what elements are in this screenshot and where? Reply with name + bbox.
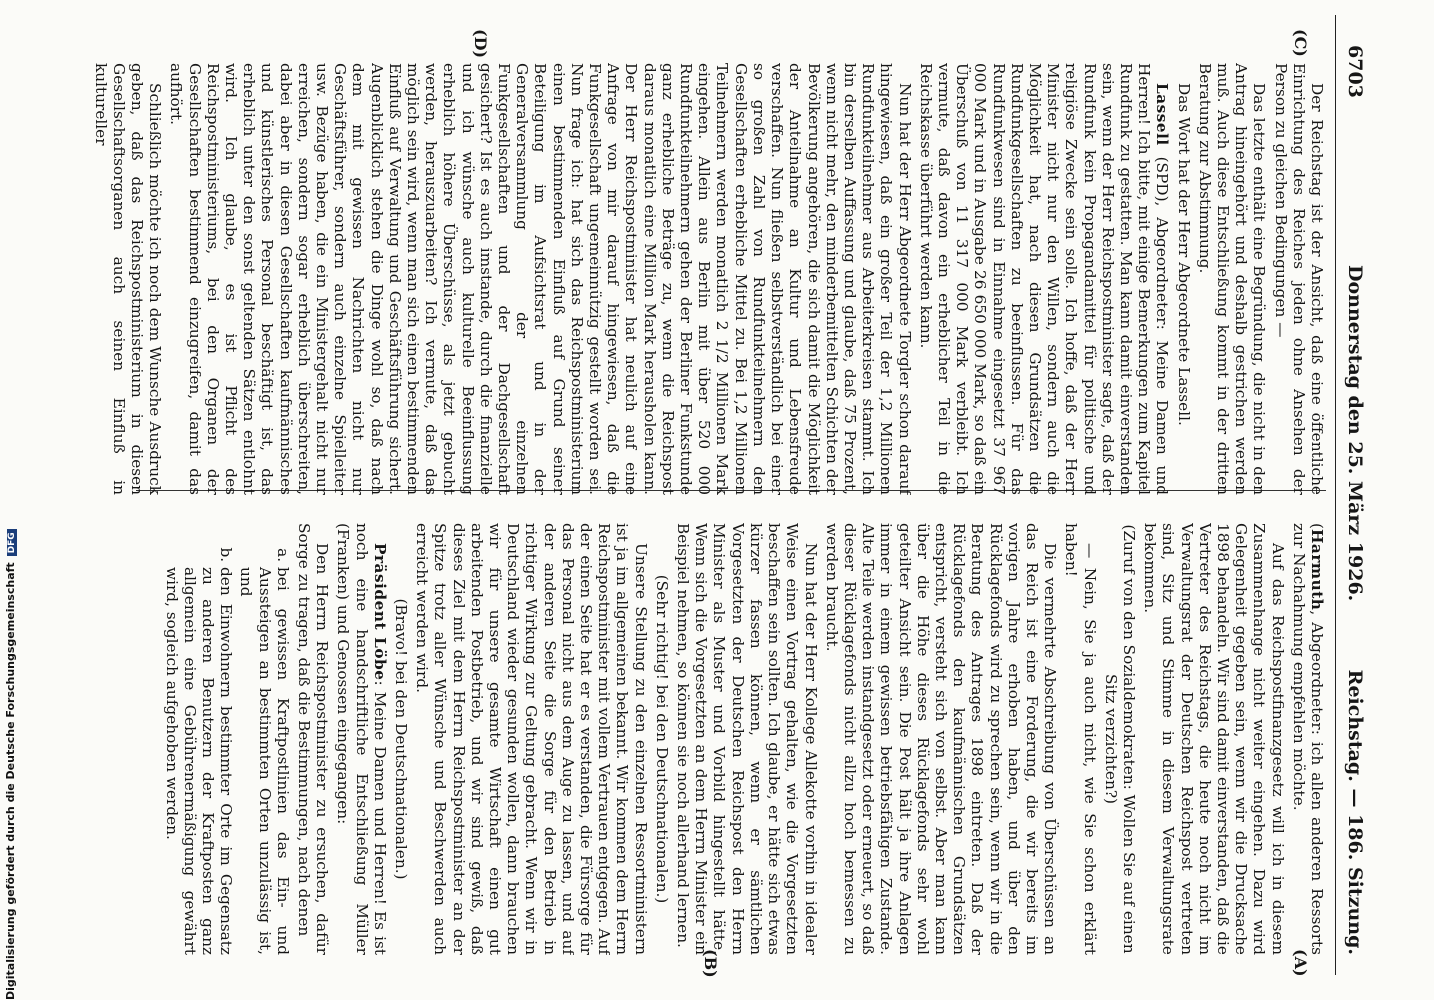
margin-mark-c: (C) [1291,29,1310,57]
text-column-left [46,63,1326,495]
paragraph [334,523,389,955]
speech-text: (SPD), Abgeordneter: Meine Damen und Herren! Ich bitte, mit einige Bemerkungen zum Kapitel Rundfunk zu gestatten. Man kann damit einverstanden sein, wenn der Herr Reichspostminister sagte, daß der Rundfunk kein Propagandamittel für politische und religiöse Zwecke sein solle. Ich hoffe, daß der Herr Minister nicht nur den Willen, sondern auch die Möglichkeit hat, nach diesen Grundsätzen die Rundfunkgesellschaften zu beeinflussen. Für das Rundfunkwesen sind in Einnahme eingesetzt 37 967 000 Mark und in Ausgabe 26 650 000 Mark, so daß ein Überschuß von 11 317 000 Mark verbleibt. Ich vermute, daß davon ein erheblicher Teil in die Reichskasse überführt werden kann. [916,63,1172,495]
paragraph: — Nein, Sie ja auch nicht, wie Sie schon erklärt haben! [1062,523,1099,955]
paragraph: Den Herrn Reichspostminister zu ersuchen, dafür Sorge zu tragen, daß die Bestimmungen, nach denen [295,523,332,955]
interjection: (Bravo! bei den Deutschnationalen.) [392,598,411,880]
speaker-name: Lassell [1153,83,1172,146]
paragraph: Der Reichstag ist der Ansicht, daß eine öffentliche Einrichtung des Reiches jeden ohne Ansehen der Person zu gleichen Bedingungen — [1271,63,1326,495]
interjection: (Zuruf von den Sozialdemokraten: Wollen Sie auf einen Sitz verzichten?) [1101,524,1138,954]
paragraph: Nun hat der Herr Abgeordnete Torgler schon darauf hingewiesen, daß ein großer Teil der 1,2 Millionen Rundfunkteilnehmer aus Arbeiterkreisen stammt. Ich bin derselben Auffassung und glaube, daß 75 Prozent, wenn nicht mehr, den minderbemittelten Schichten der Bevölkerung angehören, die sich damit die Möglichkeit der Anteilnahme an Kultur und Lebensfreude verschaffen. Nun fließen selbstverständlich bei einer so großen Zahl von Rundfunkteilnehmern den Gesellschaften erhebliche Mittel zu. Bei 1,2 Millionen Teilnehmern werden monatlich 2 1/2 Millionen Mark eingehen. Allein aus Berlin mit über 520 000 Rundfunkteilnehmern gehen der Berliner Funkstunde ganz erhebliche Beträge zu, wenn die Reichspost daraus monatlich eine Million Mark herausholen kann. Der Herr Reichspostminister hat neulich auf eine Anfrage von mir darauf hingewiesen, daß die Funkgesellschaft ungemeinnützig gestellt worden sei. Nun frage ich: hat sich das Reichspostministerium einen bestimmenden Einfluß auf Grund seiner Beteiligung im Aufsichtsrat und in der Generalversammlung der einzelnen Funkgesellschaften und der Dachgesellschaft gesichert? Ist es auch imstande, durch die finanzielle und ich wünsche auch kulturelle Beeinflussung erheblich höhere Überschüsse, als jetzt gebucht werden, herauszuarbeiten? Ich vermute, daß das möglich sein wird, wenn man sich einen bestimmenden Einfluß auf Verwaltung und Geschäftsführung sichert. Augenblicklich stehen die Dinge wohl so, daß nach dem mit gewissen Nachrichten nicht nur Geschäftsführer, sondern auch einzelne Spielleiter usw. Bezüge haben, die ein Ministergehalt nicht nur erreichen, sondern sogar erheblich überschreiten, dabei aber in diesen Gesellschaften kaufmännisches und künstlerisches Personal beschäftigt ist, das erheblich unter den sonst geltenden Sätzen entlohnt wird. Ich glaube, es ist Pflicht des Reichspostministeriums, bei den Organen der Gesellschaften bestimmend einzugreifen, damit das aufhört. [167,63,914,495]
digitization-credit [4,529,17,1000]
interjection: (Sehr richtig! bei den Deutschnationalen.) [652,574,671,904]
paragraph: Unsere Stellung zu den einzelnen Ressortministern ist ja im allgemeinen bekannt. Wir kommen dem Herrn Reichspostminister mit vollem Vertrauen entgegen. Auf der einen Seite hat er es verstanden, die Fürsorge für das Personal nicht aus dem Auge zu lassen, und auf der anderen Seite die Sorge für den Betrieb in richtiger Wirkung zur Geltung gebracht. Wenn wir in Deutschland wieder gesunden wollen, dann brauchen wir für unsere gesamte Wirtschaft einen gut arbeitenden Postbetrieb, und wir sind gewiß, daß dieses Ziel mit dem Herrn Reichspostminister an der Spitze trotz aller Wünsche und Beschwerden auch erreicht werden wird. [413,523,650,955]
text-column-right [46,523,1326,955]
dfg-logo: DFG [7,529,17,556]
header-page-number: 6703 [1344,45,1366,98]
paragraph: Nun hat der Herr Kollege Allekotte vorhin in idealer Weise einen Vortrag gehalten, wie die Vorgesetzten beschaffen sein sollten. Ich glaube, er hätte sich etwas kürzer fassen können, wenn er sämtlichen Vorgesetzten der Deutschen Reichspost den Herrn Minister als Muster und Vorbild hingestellt hätte. Wenn sich die Vorgesetzten an dem Herrn Minister ein Beispiel nehmen, so können sie noch allerhand lernen. [674,523,820,955]
header-date: Donnerstag den 25. März 1926. [1344,265,1366,602]
list-item: a. bei gewissen Kraftpostlinien das Ein- und Aussteigen an bestimmten Orten unzulässig ist, und [237,567,292,955]
margin-mark-b: (B) [701,949,720,978]
speaker-name: Harmuth [1308,528,1326,611]
paragraph: Schließlich möchte ich noch dem Wunsche Ausdruck geben, daß das Reichspostministerium in diesen Gesellschaftsorganen auch seinen Einfluß in kultureller [91,63,165,495]
paragraph: Die vermehrte Abschreibung von Überschüssen an das Reich ist eine Forderung, die wir bereits im vorigen Jahre erhoben haben, und über den Rücklagefonds wird zu sprechen sein, wenn wir in die Beratung des Antrages 1898 eintreten. Daß der Rücklagefonds den kaufmännischen Grundsätzen entspricht, versteht sich von selbst. Aber man kann über die Höhe dieses Rücklagefonds sehr wohl geteilter Ansicht sein. Die Post hält ja ihre Anlagen immer in einem gewissen betriebsfähigen Zustande. Alte Teile werden instandgesetzt oder erneuert, so daß dieser Rücklagefonds nicht allzu hoch bemessen zu werden braucht. [822,523,1060,955]
paragraph [917,63,1172,495]
list-item: b. den Einwohnern bestimmter Orte im Gegensatz zu anderen Benutzern der Kraftposten ganz allgemein eine Gebührenermäßigung gewährt wird, sogleich aufgehoben werden. [162,567,235,955]
speech-text: , Abgeordneter: ich allen anderen Ressorts zur Nachahmung empfehlen möchte. [1289,523,1326,955]
speech-text: : Meine Damen und Herren! Es ist noch eine handschriftliche Entschließung Müller (Franken) und Genossen eingegangen: [334,523,389,955]
paragraph: Das letzte enthält eine Begründung, die nicht in den Antrag hineingehört und deshalb gestrichen werden muß. Auch diese Entschließung kommt in der dritten Beratung zur Abstimmung. [1195,63,1269,495]
margin-mark-d: (D) [471,29,490,59]
paragraph: Das Wort hat der Herr Abgeordnete Lassell. [1174,83,1193,426]
paragraph: Auf das Reichspostfinanzgesetz will ich in diesem Zusammenhange nicht weiter eingehen. Dazu wird Gelegenheit gegeben sein, wenn wir die Drucksache 1898 behandeln. Wir sind damit einverstanden, daß die Vertreter des Reichstags, die heute noch nicht im Verwaltungsrat der Deutschen Reichspost vertreten sind, Sitz und Stimme in diesem Verwaltungsrate bekommen. [1141,523,1287,955]
speaker-name: Präsident Löbe [370,543,389,681]
resolution-list [162,523,291,955]
digitization-text: Digitalisierung gefördert durch die Deutsche Forschungsgemeinschaft [4,562,17,1000]
paragraph: (Harmuth, Abgeordneter: ich allen anderen Ressorts zur Nachahmung empfehlen möchte. [1289,523,1326,955]
page-header [1335,15,1370,975]
rotated-page-content [30,15,1370,978]
header-session: Reichstag. — 186. Sitzung. [1344,669,1366,955]
margin-mark-a: (A) [1291,949,1310,977]
